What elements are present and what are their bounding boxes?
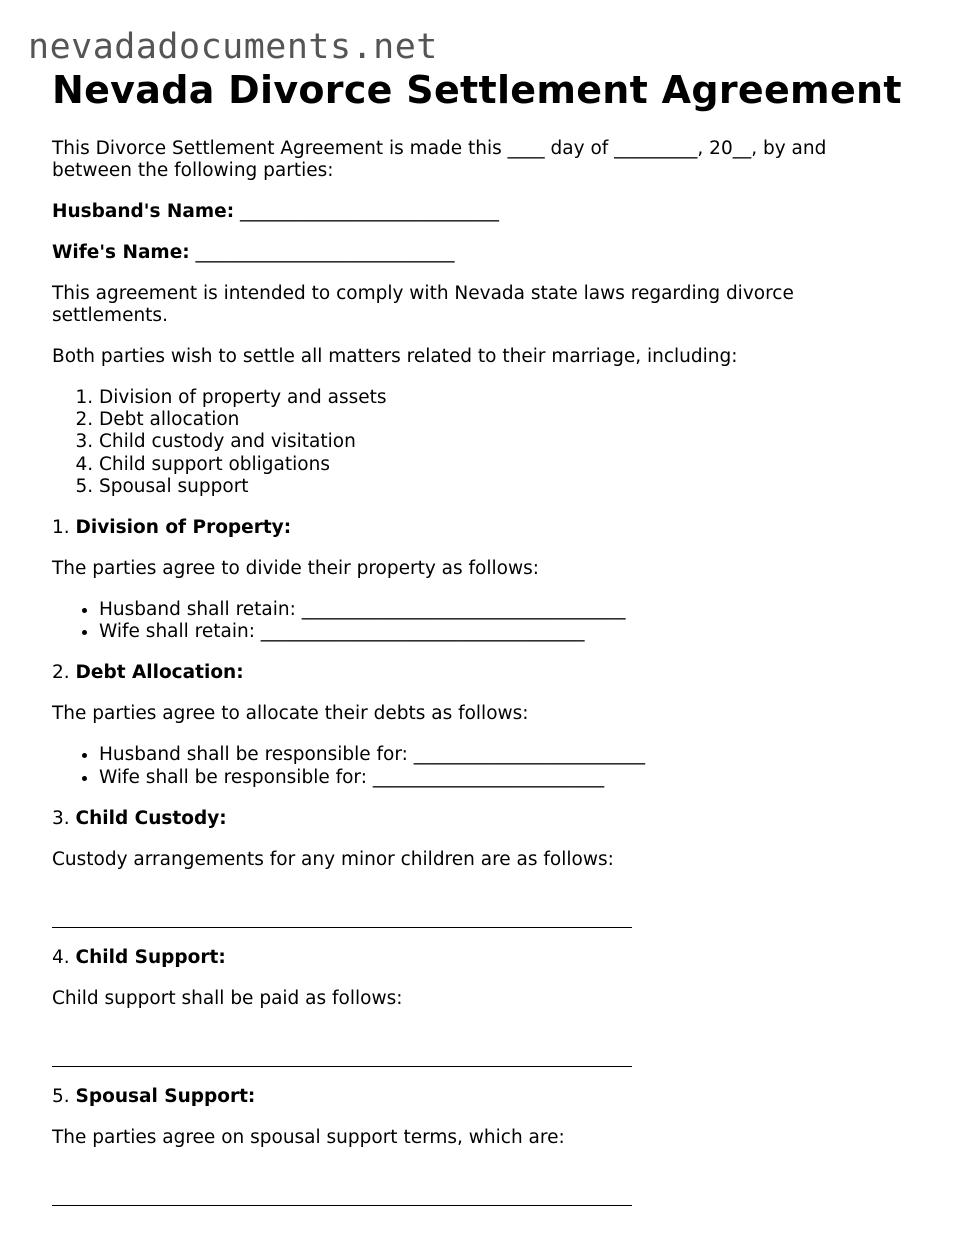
section-number: 4.: [52, 946, 70, 968]
section-title: Child Custody:: [75, 807, 227, 829]
watermark: nevadadocuments.net: [28, 27, 438, 67]
section-text-child-support: Child support shall be paid as follows:: [52, 987, 403, 1009]
list-item: • Wife shall be responsible for: _________________________: [99, 767, 912, 789]
wife-name-line: [52, 242, 912, 264]
list-item: 1. Division of property and assets: [99, 387, 912, 409]
custody-fill-line: [52, 890, 912, 928]
matters-intro: Both parties wish to settle all matters related to their marriage, including:: [52, 346, 738, 367]
list-item: • Wife shall retain: ___________________________________: [99, 621, 912, 643]
section-text-debt: The parties agree to allocate their debts as follows:: [52, 703, 529, 725]
section-heading-child-support: [52, 947, 912, 969]
document-page: [52, 68, 912, 1206]
blank-line: [52, 927, 632, 928]
husband-name-blank: ____________________________: [240, 201, 499, 222]
list-item: 4. Child support obligations: [99, 454, 912, 476]
list-item: 2. Debt allocation: [99, 409, 912, 431]
wife-name-label: Wife's Name:: [52, 242, 190, 263]
blank-line: [52, 1066, 632, 1067]
section-heading-custody: [52, 808, 912, 830]
section-title: Child Support:: [75, 946, 226, 968]
section-heading-debt: [52, 662, 912, 684]
spousal-support-fill-line: [52, 1168, 912, 1206]
section-number: 3.: [52, 807, 70, 829]
intro-paragraph: This Divorce Settlement Agreement is made this ____ day of _________, 20__, by and between the following parties:: [52, 138, 827, 181]
section-heading-property: [52, 517, 912, 539]
child-support-fill-line: [52, 1029, 912, 1067]
compliance-paragraph: This agreement is intended to comply with Nevada state laws regarding divorce settlements.: [52, 283, 794, 326]
property-list: [52, 599, 912, 643]
husband-name-label: Husband's Name:: [52, 201, 235, 222]
document-title: Nevada Divorce Settlement Agreement: [52, 68, 902, 112]
section-number: 2.: [52, 662, 70, 684]
section-text-custody: Custody arrangements for any minor children are as follows:: [52, 848, 614, 870]
section-text-spousal-support: The parties agree on spousal support terms, which are:: [52, 1126, 565, 1148]
section-text-property: The parties agree to divide their property as follows:: [52, 558, 539, 580]
section-title: Division of Property:: [75, 517, 292, 539]
section-number: 5.: [52, 1085, 70, 1107]
wife-name-blank: ____________________________: [195, 242, 455, 263]
husband-name-line: [52, 201, 912, 223]
list-item: 3. Child custody and visitation: [99, 431, 912, 453]
matters-list: [52, 387, 912, 498]
section-number: 1.: [52, 517, 70, 539]
debt-list: [52, 744, 912, 788]
section-heading-spousal-support: [52, 1086, 912, 1108]
section-title: Debt Allocation:: [75, 662, 244, 684]
list-item: • Husband shall retain: ___________________________________: [99, 599, 912, 621]
blank-line: [52, 1205, 632, 1206]
list-item: 5. Spousal support: [99, 476, 912, 498]
list-item: • Husband shall be responsible for: _________________________: [99, 744, 912, 766]
section-title: Spousal Support:: [75, 1085, 256, 1107]
